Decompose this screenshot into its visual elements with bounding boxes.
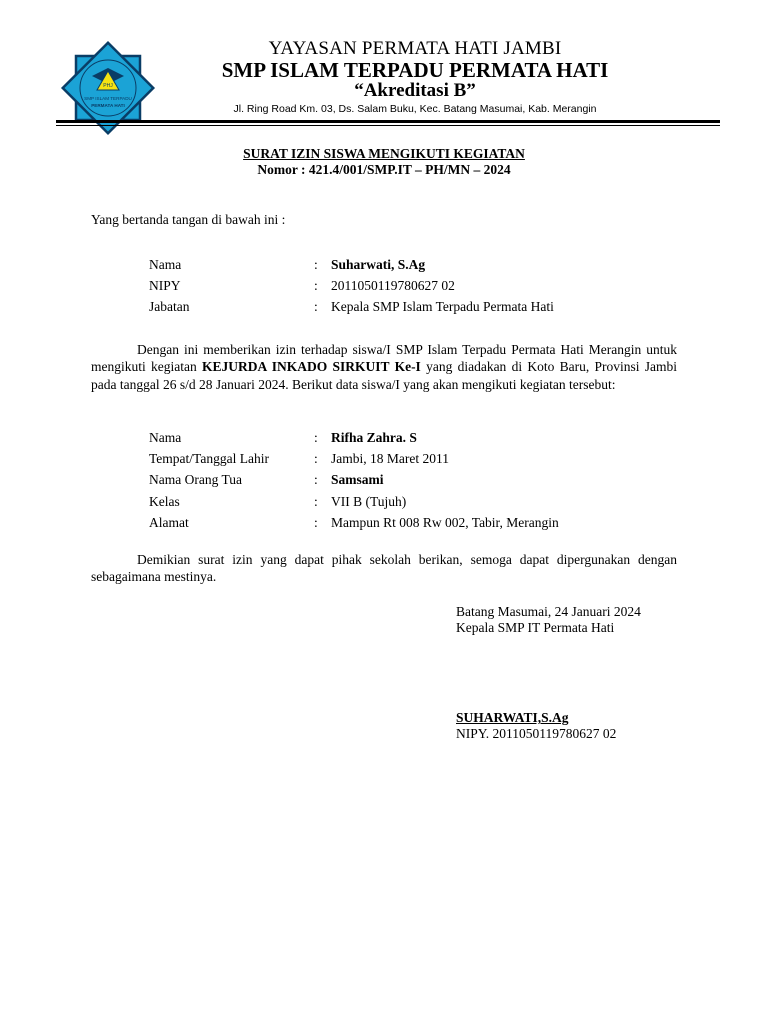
- signer-label: Nama: [149, 257, 182, 272]
- student-value: VII B (Tujuh): [331, 494, 407, 509]
- signer-name: SUHARWATI,S.Ag: [456, 710, 569, 725]
- body-paragraph: [91, 341, 677, 393]
- accreditation: “Akreditasi B”: [354, 80, 476, 101]
- colon: :: [314, 278, 318, 293]
- student-value: Mampun Rt 008 Rw 002, Tabir, Merangin: [331, 515, 559, 530]
- student-label: Alamat: [149, 515, 189, 530]
- header-rule-thin: [56, 125, 720, 126]
- colon: :: [314, 472, 318, 487]
- signer-value: 2011050119780627 02: [331, 278, 455, 293]
- signer-position: Kepala SMP IT Permata Hati: [456, 620, 615, 635]
- colon: :: [314, 299, 318, 314]
- signer-label: Jabatan: [149, 299, 190, 314]
- student-label: Nama: [149, 430, 182, 445]
- closing-paragraph: [91, 551, 677, 586]
- svg-text:PERMATA HATI: PERMATA HATI: [91, 103, 125, 108]
- signer-nipy: NIPY. 2011050119780627 02: [456, 726, 617, 741]
- colon: :: [314, 494, 318, 509]
- place-date: Batang Masumai, 24 Januari 2024: [456, 604, 641, 619]
- event-name: KEJURDA INKADO SIRKUIT Ke-I: [202, 359, 421, 375]
- letter-title: SURAT IZIN SISWA MENGIKUTI KEGIATAN: [243, 146, 525, 161]
- student-label: Tempat/Tanggal Lahir: [149, 451, 269, 466]
- student-label: Nama Orang Tua: [149, 472, 242, 487]
- student-value: Samsami: [331, 472, 384, 487]
- student-value: Jambi, 18 Maret 2011: [331, 451, 449, 466]
- signer-value: Kepala SMP Islam Terpadu Permata Hati: [331, 299, 554, 314]
- opening-line: Yang bertanda tangan di bawah ini :: [91, 212, 286, 227]
- closing-text: Demikian surat izin yang dapat pihak sekolah berikan, semoga dapat dipergunakan dengan sebagaimana mestinya.: [91, 552, 677, 585]
- student-label: Kelas: [149, 494, 180, 509]
- colon: :: [314, 515, 318, 530]
- school-logo: [58, 38, 158, 138]
- signer-value: Suharwati, S.Ag: [331, 257, 426, 272]
- school-address: Jl. Ring Road Km. 03, Ds. Salam Buku, Kec. Batang Masumai, Kab. Merangin: [233, 103, 597, 115]
- colon: :: [314, 257, 318, 272]
- svg-text:SMP ISLAM TERPADU: SMP ISLAM TERPADU: [84, 96, 132, 101]
- colon: :: [314, 430, 318, 445]
- school-name: SMP ISLAM TERPADU PERMATA HATI: [221, 58, 609, 82]
- signer-label: NIPY: [149, 278, 181, 293]
- body-text-before: Dengan ini memberikan izin terhadap siswa/I SMP Islam Terpadu Permata Hati Merangin untuk mengikuti kegiatan: [91, 342, 677, 375]
- foundation-name: YAYASAN PERMATA HATI JAMBI: [268, 38, 562, 59]
- letter-number: Nomor : 421.4/001/SMP.IT – PH/MN – 2024: [257, 162, 511, 177]
- body-text-after: yang diadakan di Koto Baru, Provinsi Jambi pada tanggal 26 s/d 28 Januari 2024. Berikut data siswa/I yang akan mengikuti kegiatan tersebut:: [91, 359, 677, 392]
- colon: :: [314, 451, 318, 466]
- header-rule-thick: [56, 120, 720, 123]
- student-value: Rifha Zahra. S: [331, 430, 417, 445]
- svg-text:PHJ: PHJ: [103, 83, 113, 89]
